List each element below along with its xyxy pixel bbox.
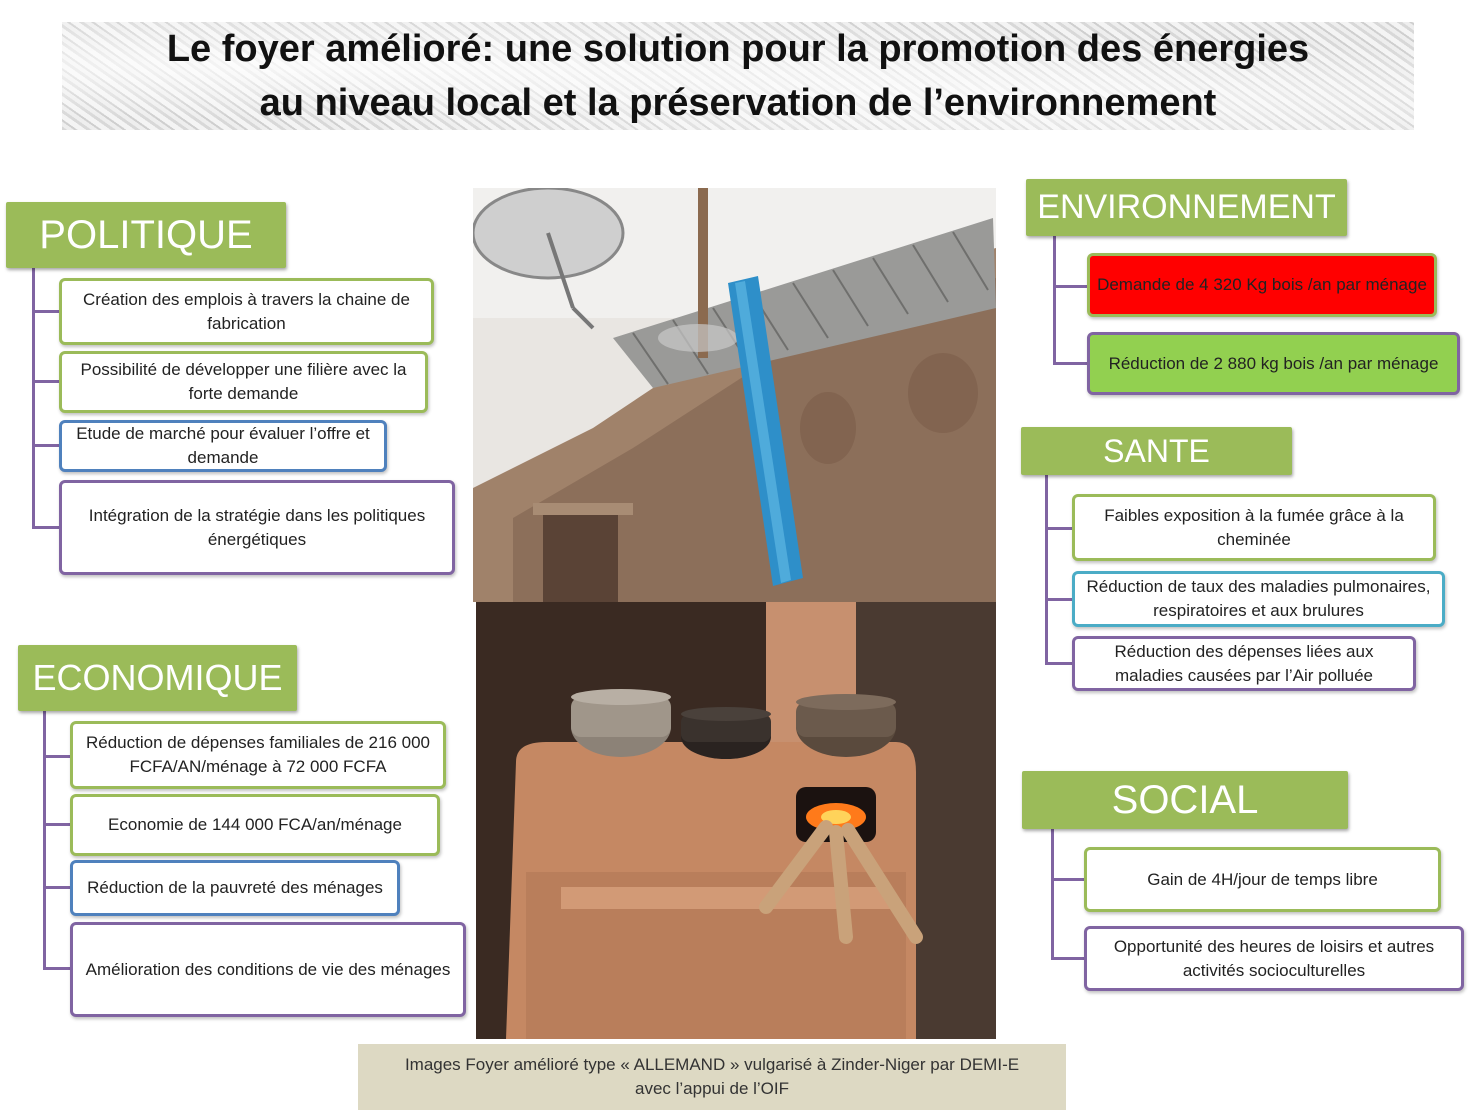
environnement-connector-trunk — [1053, 236, 1056, 364]
sante-connector-trunk — [1045, 474, 1048, 664]
politique-connector-2 — [32, 380, 60, 383]
environnement-item-2: Réduction de 2 880 kg bois /an par ménage — [1087, 332, 1460, 395]
economique-item-3: Réduction de la pauvreté des ménages — [70, 860, 400, 916]
environnement-header — [1026, 179, 1347, 236]
politique-connector-trunk — [32, 268, 35, 528]
sante-item-3: Réduction des dépenses liées aux maladies causées par l’Air polluée — [1072, 636, 1416, 691]
environnement-header-label: ENVIRONNEMENT — [1037, 188, 1336, 226]
economique-header — [18, 645, 297, 711]
social-item-1: Gain de 4H/jour de temps libre — [1084, 847, 1441, 912]
economique-item-1: Réduction de dépenses familiales de 216 000 FCFA/AN/ménage à 72 000 FCFA — [70, 721, 446, 789]
politique-item-4: Intégration de la stratégie dans les politiques énergétiques — [59, 480, 455, 575]
improved-stove-illustration — [476, 602, 996, 1039]
politique-connector-4 — [32, 526, 60, 529]
title-line-1: Le foyer amélioré: une solution pour la promotion des énergies — [166, 28, 1310, 70]
photo-improved-stove — [476, 602, 996, 1039]
social-item-2: Opportunité des heures de loisirs et autres activités socioculturelles — [1084, 926, 1464, 991]
economique-connector-2 — [43, 823, 70, 826]
environnement-connector-1 — [1053, 285, 1087, 288]
sante-header — [1021, 427, 1292, 475]
economique-item-4: Amélioration des conditions de vie des ménages — [70, 922, 466, 1017]
title-band — [62, 22, 1414, 130]
politique-header — [6, 202, 286, 268]
social-connector-1 — [1051, 878, 1085, 881]
sante-item-1: Faibles exposition à la fumée grâce à la cheminée — [1072, 494, 1436, 561]
title-line-2: au niveau local et la préservation de l’environnement — [259, 82, 1217, 124]
politique-connector-3 — [32, 444, 60, 447]
politique-connector-1 — [32, 310, 60, 313]
sante-header-label: SANTE — [1103, 432, 1210, 469]
politique-item-3: Etude de marché pour évaluer l’offre et demande — [59, 420, 387, 472]
politique-header-label: POLITIQUE — [39, 212, 253, 257]
chimney-house-illustration — [473, 188, 996, 602]
economique-connector-trunk — [43, 710, 46, 970]
politique-item-1: Création des emplois à travers la chaine de fabrication — [59, 278, 434, 345]
economique-connector-4 — [43, 967, 70, 970]
economique-connector-1 — [43, 755, 70, 758]
economique-item-2: Economie de 144 000 FCA/an/ménage — [70, 794, 440, 856]
social-connector-2 — [1051, 957, 1085, 960]
sante-connector-1 — [1045, 527, 1073, 530]
economique-connector-3 — [43, 886, 70, 889]
sante-item-2: Réduction de taux des maladies pulmonaires, respiratoires et aux brulures — [1072, 571, 1445, 627]
environnement-item-1: Demande de 4 320 Kg bois /an par ménage — [1087, 253, 1437, 317]
photo-caption-line-2: avec l’appui de l’OIF — [634, 1079, 790, 1098]
sante-connector-2 — [1045, 598, 1073, 601]
economique-header-label: ECONOMIQUE — [32, 657, 283, 698]
politique-item-2: Possibilité de développer une filière avec la forte demande — [59, 351, 428, 413]
environnement-connector-2 — [1053, 362, 1087, 365]
photo-caption — [358, 1044, 1066, 1110]
social-header-label: SOCIAL — [1111, 777, 1259, 822]
social-header — [1022, 771, 1348, 829]
sante-connector-3 — [1045, 662, 1073, 665]
photo-caption-line-1: Images Foyer amélioré type « ALLEMAND » vulgarisé à Zinder-Niger par DEMI-E — [404, 1055, 1020, 1074]
photo-chimney-house — [473, 188, 996, 602]
social-connector-trunk — [1051, 829, 1054, 959]
